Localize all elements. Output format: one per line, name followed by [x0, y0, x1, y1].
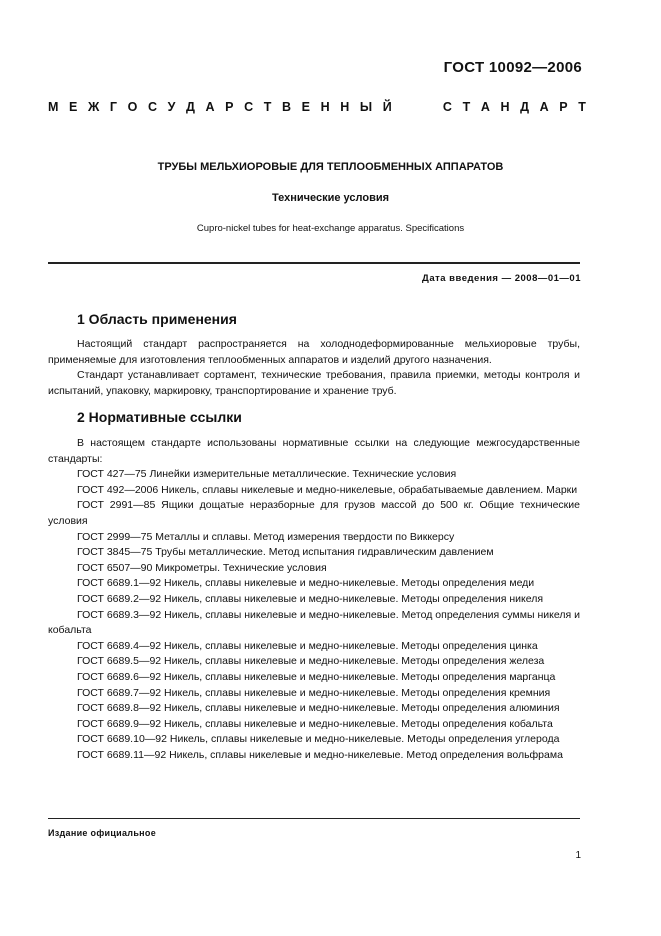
banner-letter: Р [225, 100, 234, 114]
reference-item: ГОСТ 6689.2—92 Никель, сплавы никелевые и медно-никелевые. Методы определения никеля [77, 592, 544, 605]
reference-item: ГОСТ 6689.9—92 Никель, сплавы никелевые и медно-никелевые. Методы определения кобальта [77, 717, 553, 730]
english-title: Cupro-nickel tubes for heat-exchange apparatus. Specifications [196, 223, 465, 234]
edition-note: Издание официальное [48, 828, 157, 838]
banner-letter: У [167, 100, 176, 114]
banner-letter: Д [520, 100, 529, 114]
reference-list [48, 467, 580, 763]
banner-letter: Г [109, 100, 117, 114]
reference-item: ГОСТ 6507—90 Микрометры. Технические условия [77, 561, 327, 574]
reference-item: ГОСТ 2991—85 Ящики дощатые неразборные для грузов массой до 500 кг. Общие технические условия [48, 499, 580, 527]
banner-letter: Н [500, 100, 510, 114]
banner-letter: Й [382, 100, 392, 114]
banner-letter: Н [320, 100, 330, 114]
standard-banner [48, 100, 586, 114]
document-subtitle: Технические условия [271, 192, 390, 204]
banner-letter: М [48, 100, 59, 114]
banner-letter: С [244, 100, 254, 114]
reference-item: ГОСТ 6689.5—92 Никель, сплавы никелевые и медно-никелевые. Методы определения железа [77, 655, 545, 668]
section-1-body [48, 337, 580, 399]
reference-item: ГОСТ 2999—75 Металлы и сплавы. Метод измерения твердости по Виккерсу [77, 530, 455, 543]
document-number: ГОСТ 10092—2006 [443, 59, 582, 76]
reference-item: ГОСТ 427—75 Линейки измерительные металлические. Технические условия [77, 468, 457, 481]
reference-item: ГОСТ 6689.4—92 Никель, сплавы никелевые и медно-никелевые. Методы определения цинка [77, 639, 538, 652]
section-1-paragraph: Настоящий стандарт распространяется на холоднодеформированные мельхиоровые трубы, применяемые для изготовления теплообменных аппаратов и изделий другого назначения. [48, 338, 580, 366]
banner-letter: А [205, 100, 215, 114]
banner-gap [402, 100, 432, 114]
reference-item: ГОСТ 3845—75 Трубы металлические. Метод испытания гидравлическим давлением [77, 546, 494, 559]
introduction-date: Дата введения — 2008—01—01 [422, 273, 581, 284]
banner-letter: Ы [359, 100, 373, 114]
reference-item: ГОСТ 492—2006 Никель, сплавы никелевые и медно-никелевые, обрабатываемые давлением. Марки [77, 483, 578, 496]
banner-letter: С [442, 100, 452, 114]
reference-item: ГОСТ 6689.10—92 Никель, сплавы никелевые и медно-никелевые. Методы определения углерода [77, 733, 560, 746]
banner-letter: О [127, 100, 138, 114]
section-1-heading: 1 Область применения [77, 311, 237, 327]
reference-item: ГОСТ 6689.1—92 Никель, сплавы никелевые и медно-никелевые. Методы определения меди [77, 577, 535, 590]
banner-letter: Т [263, 100, 272, 114]
banner-letter: Р [559, 100, 568, 114]
page-number: 1 [575, 850, 581, 861]
banner-letter: Ж [87, 100, 100, 114]
section-1-paragraph: Стандарт устанавливает сортамент, технические требования, правила приемки, методы контроля и испытаний, упаковку, маркировку, транспортирование и хранение труб. [48, 369, 580, 397]
banner-letter: В [281, 100, 292, 114]
banner-letter: А [539, 100, 549, 114]
document-title: ТРУБЫ МЕЛЬХИОРОВЫЕ ДЛЯ ТЕПЛООБМЕННЫХ АППАРАТОВ [157, 161, 504, 173]
banner-letter: С [147, 100, 157, 114]
banner-letter: Т [462, 100, 471, 114]
reference-item: ГОСТ 6689.11—92 Никель, сплавы никелевые и медно-никелевые. Метод определения вольфрама [77, 748, 563, 761]
section-2-body [48, 436, 580, 763]
footer-divider [48, 818, 580, 819]
reference-item: ГОСТ 6689.3—92 Никель, сплавы никелевые и медно-никелевые. Метод определения суммы никеля и кобальта [48, 608, 580, 637]
banner-letter: Е [69, 100, 78, 114]
banner-letter: Н [340, 100, 350, 114]
banner-letter: Т [578, 100, 586, 114]
title-divider [48, 262, 580, 264]
reference-item: ГОСТ 6689.6—92 Никель, сплавы никелевые и медно-никелевые. Методы определения марганца [77, 670, 556, 683]
section-2-intro: В настоящем стандарте использованы нормативные ссылки на следующие межгосударственные стандарты: [48, 437, 580, 465]
banner-letter: Д [185, 100, 195, 114]
banner-letter: А [480, 100, 490, 114]
section-2-heading: 2 Нормативные ссылки [77, 409, 242, 425]
reference-item: ГОСТ 6689.8—92 Никель, сплавы никелевые и медно-никелевые. Методы определения алюминия [77, 702, 560, 715]
banner-letter: Е [301, 100, 310, 114]
reference-item: ГОСТ 6689.7—92 Никель, сплавы никелевые и медно-никелевые. Методы определения кремния [77, 686, 551, 699]
